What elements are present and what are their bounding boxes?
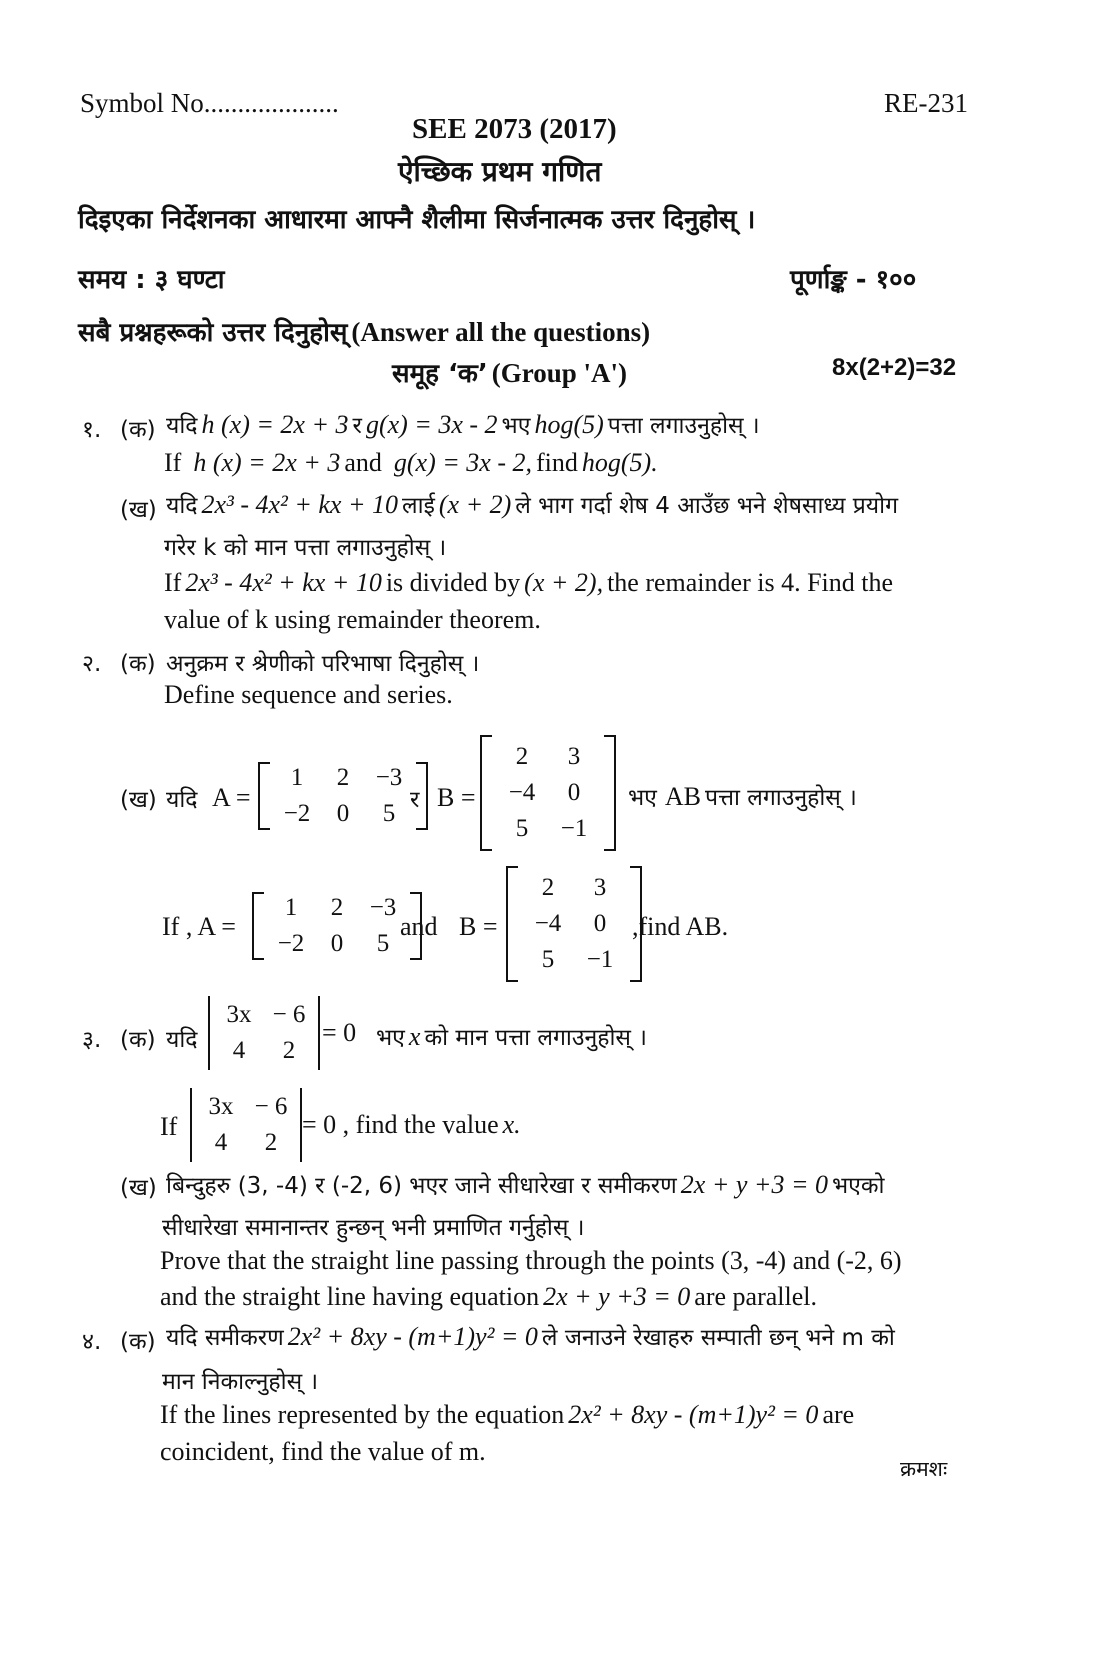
q1b-en-text: the remainder is 4. Find the (607, 568, 894, 597)
matrix-cell: −4 (508, 779, 536, 806)
q4a-nepali-line2: मान निकाल्नुहोस् । (162, 1369, 319, 1395)
q1a-en-text: If (164, 448, 182, 477)
q2b-en-A-label: If , A = (162, 912, 236, 941)
q1a-en-formula-h: h (x) = 2x + 3 (193, 448, 341, 477)
matrix-cell: 3x (208, 1093, 234, 1120)
q2b-np-find: पत्ता लगाउनुहोस् । (705, 785, 857, 811)
q4a-en-text: If the lines represented by the equation (160, 1400, 565, 1429)
q4-number: ४. (82, 1329, 102, 1355)
matrix-cell: 3 (567, 743, 581, 770)
group-en: (Group 'A') (491, 358, 627, 388)
q1-number: १. (82, 417, 102, 443)
q2b-en-find: ,find AB. (632, 912, 729, 941)
q3-number: ३. (82, 1027, 102, 1053)
q1a-np-text: पत्ता लगाउनुहोस् । (607, 413, 760, 439)
q1a-np-formula-g: g(x) = 3x - 2 (365, 410, 498, 439)
q1b-np-text: ले भाग गर्दा शेष 4 आउँछ भने शेषसाध्य प्रयोग (515, 493, 899, 519)
answer-all-en: (Answer all the questions) (351, 317, 651, 347)
matrix-cell: 2 (541, 874, 555, 901)
q1a-en-formula-g: g(x) = 3x - 2, (393, 448, 532, 477)
q2-number: २. (82, 651, 102, 677)
matrix-cell: 0 (593, 910, 607, 937)
q1a-np-formula-hog: hog(5) (534, 410, 604, 439)
matrix-cell: −3 (369, 894, 397, 921)
q4a-label: (क) (120, 1329, 156, 1355)
q3a-label: (क) (120, 1027, 156, 1053)
matrix-cell: 5 (376, 930, 390, 957)
matrix-cell: 1 (290, 764, 304, 791)
q1b-en-polynomial: 2x³ - 4x² + kx + 10 (185, 568, 382, 597)
q1a-np-text: भए (501, 413, 531, 439)
q3a-en-determinant (190, 1088, 302, 1162)
q3b-english-line2 (160, 1282, 817, 1312)
q2b-en-matrix-b (506, 866, 642, 982)
q2a-english: Define sequence and series. (164, 680, 453, 709)
matrix-cell: − 6 (254, 1093, 288, 1120)
q2a-label: (क) (120, 651, 156, 677)
q3b-english-line1: Prove that the straight line passing through the points (3, -4) and (-2, 6) (160, 1246, 902, 1275)
q3a-en-x: x. (502, 1110, 521, 1139)
continued-label: क्रमशः (900, 1457, 948, 1481)
q1a-english (164, 448, 658, 478)
subject-title: ऐच्छिक प्रथम गणित (398, 155, 602, 188)
time-allowed: समय : ३ घण्टा (78, 265, 225, 295)
q1a-en-formula-hog: hog(5). (581, 448, 658, 477)
exam-title: SEE 2073 (2017) (412, 113, 617, 145)
q2b-np-tail (628, 780, 857, 812)
answer-all-heading (78, 313, 650, 349)
q2b-np-bhae: भए (628, 785, 657, 811)
matrix-cell: −3 (375, 764, 403, 791)
matrix-cell: 3x (226, 1001, 252, 1028)
q1a-nepali (166, 408, 760, 440)
q2b-np-A-label: A = (212, 783, 251, 812)
q1a-np-text: यदि (166, 413, 198, 439)
q2b-np-ra: र (410, 787, 420, 813)
q1a-en-text: and (344, 448, 382, 477)
q1a-np-text: र (352, 413, 362, 439)
matrix-cell: 2 (330, 894, 344, 921)
matrix-cell: 0 (330, 930, 344, 957)
q4a-en-text: are (822, 1400, 855, 1429)
q4a-np-equation: 2x² + 8xy - (m+1)y² = 0 (287, 1322, 538, 1351)
matrix-cell: 5 (541, 946, 555, 973)
matrix-cell: 0 (567, 779, 581, 806)
q2b-en-B-label: B = (459, 912, 498, 941)
q3b-label: (ख) (120, 1175, 157, 1201)
q3b-nepali-line1 (166, 1168, 885, 1200)
group-marks: 8x(2+2)=32 (832, 354, 957, 381)
q3a-np-x: x (408, 1022, 421, 1051)
matrix-cell: 4 (232, 1037, 246, 1064)
matrix-cell: 3 (593, 874, 607, 901)
q1a-np-formula-h: h (x) = 2x + 3 (201, 410, 349, 439)
matrix-cell: −1 (586, 946, 614, 973)
matrix-cell: 1 (284, 894, 298, 921)
q1b-np-polynomial: 2x³ - 4x² + kx + 10 (201, 490, 399, 519)
matrix-cell: 2 (264, 1129, 278, 1156)
q1b-en-text: is divided by (385, 568, 521, 597)
q4a-english-line1 (160, 1400, 854, 1430)
group-np: समूह ‘क’ (392, 359, 488, 389)
q1a-en-text: find (535, 448, 578, 477)
q1b-np-text: लाई (402, 493, 435, 519)
matrix-cell: −1 (560, 815, 588, 842)
matrix-cell: 4 (214, 1129, 228, 1156)
q2b-en-matrix-a (252, 892, 422, 960)
q3a-en-if: If (160, 1112, 178, 1141)
q3b-np-equation: 2x + y +3 = 0 (680, 1170, 828, 1199)
q3a-np-determinant (208, 996, 320, 1070)
q3b-en-equation: 2x + y +3 = 0 (543, 1282, 691, 1311)
symbol-number: Symbol No.................... (80, 88, 339, 118)
q3b-nepali-line2: सीधारेखा समानान्तर हुन्छन् भनी प्रमाणित गर्नुहोस् । (162, 1215, 585, 1241)
q3a-en-tail (302, 1110, 521, 1140)
q2b-np-matrix-a (258, 762, 428, 830)
q4a-np-text: यदि समीकरण (166, 1325, 284, 1351)
group-heading (392, 354, 627, 390)
q1b-en-text: If (164, 568, 182, 597)
full-marks: पूर्णाङ्क - १०० (790, 265, 917, 295)
q3a-en-equals: = 0 , find the value (302, 1110, 499, 1139)
matrix-cell: 2 (336, 764, 350, 791)
q2b-en-and: and (400, 912, 438, 941)
q4a-nepali-line1 (166, 1320, 895, 1352)
q2b-np-B-label: B = (437, 783, 476, 812)
q1b-en-divisor: (x + 2), (524, 568, 604, 597)
q3a-np-find: को मान पत्ता लगाउनुहोस् । (424, 1025, 647, 1051)
q3b-np-text: बिन्दुहरु (3, -4) र (-2, 6) भएर जाने सीधारेखा र समीकरण (166, 1173, 677, 1199)
q1b-nepali-line1 (166, 488, 898, 520)
q2b-np-yadi: यदि (166, 787, 198, 813)
q3b-np-text: भएको (832, 1173, 885, 1199)
q1a-label: (क) (120, 417, 156, 443)
q1b-label: (ख) (120, 497, 157, 523)
q2b-np-AB: AB (664, 782, 702, 811)
matrix-cell: − 6 (272, 1001, 306, 1028)
matrix-cell: −4 (534, 910, 562, 937)
q4a-np-text: ले जनाउने रेखाहरु सम्पाती छन् भने m को (541, 1325, 895, 1351)
q2b-np-matrix-b (480, 735, 616, 851)
matrix-cell: 2 (515, 743, 529, 770)
q1b-nepali-line2: गरेर k को मान पत्ता लगाउनुहोस् । (164, 535, 447, 561)
q1b-np-divisor: (x + 2) (438, 490, 512, 519)
matrix-cell: 2 (282, 1037, 296, 1064)
q2a-nepali: अनुक्रम र श्रेणीको परिभाषा दिनुहोस् । (166, 651, 480, 677)
q1b-english-line1 (164, 568, 893, 598)
general-instruction: दिइएका निर्देशनका आधारमा आफ्नै शैलीमा सिर्जनात्मक उत्तर दिनुहोस् । (78, 205, 756, 235)
q3a-np-bhae: भए (376, 1025, 405, 1051)
matrix-cell: 0 (336, 800, 350, 827)
q4a-en-equation: 2x² + 8xy - (m+1)y² = 0 (568, 1400, 819, 1429)
matrix-cell: −2 (283, 800, 311, 827)
q3a-np-yadi: यदि (166, 1027, 198, 1053)
q3b-en-text: are parallel. (694, 1282, 817, 1311)
matrix-cell: −2 (277, 930, 305, 957)
q2b-label: (ख) (120, 787, 157, 813)
q1b-np-text: यदि (166, 493, 198, 519)
q4a-english-line2: coincident, find the value of m. (160, 1437, 486, 1466)
answer-all-np: सबै प्रश्नहरूको उत्तर दिनुहोस् (78, 318, 348, 348)
q3a-np-equals: = 0 (322, 1018, 357, 1047)
paper-code: RE-231 (884, 88, 968, 118)
q1b-english-line2: value of k using remainder theorem. (164, 605, 541, 634)
q3b-en-text: and the straight line having equation (160, 1282, 540, 1311)
q3a-np-tail (376, 1020, 647, 1052)
matrix-cell: 5 (515, 815, 529, 842)
matrix-cell: 5 (382, 800, 396, 827)
